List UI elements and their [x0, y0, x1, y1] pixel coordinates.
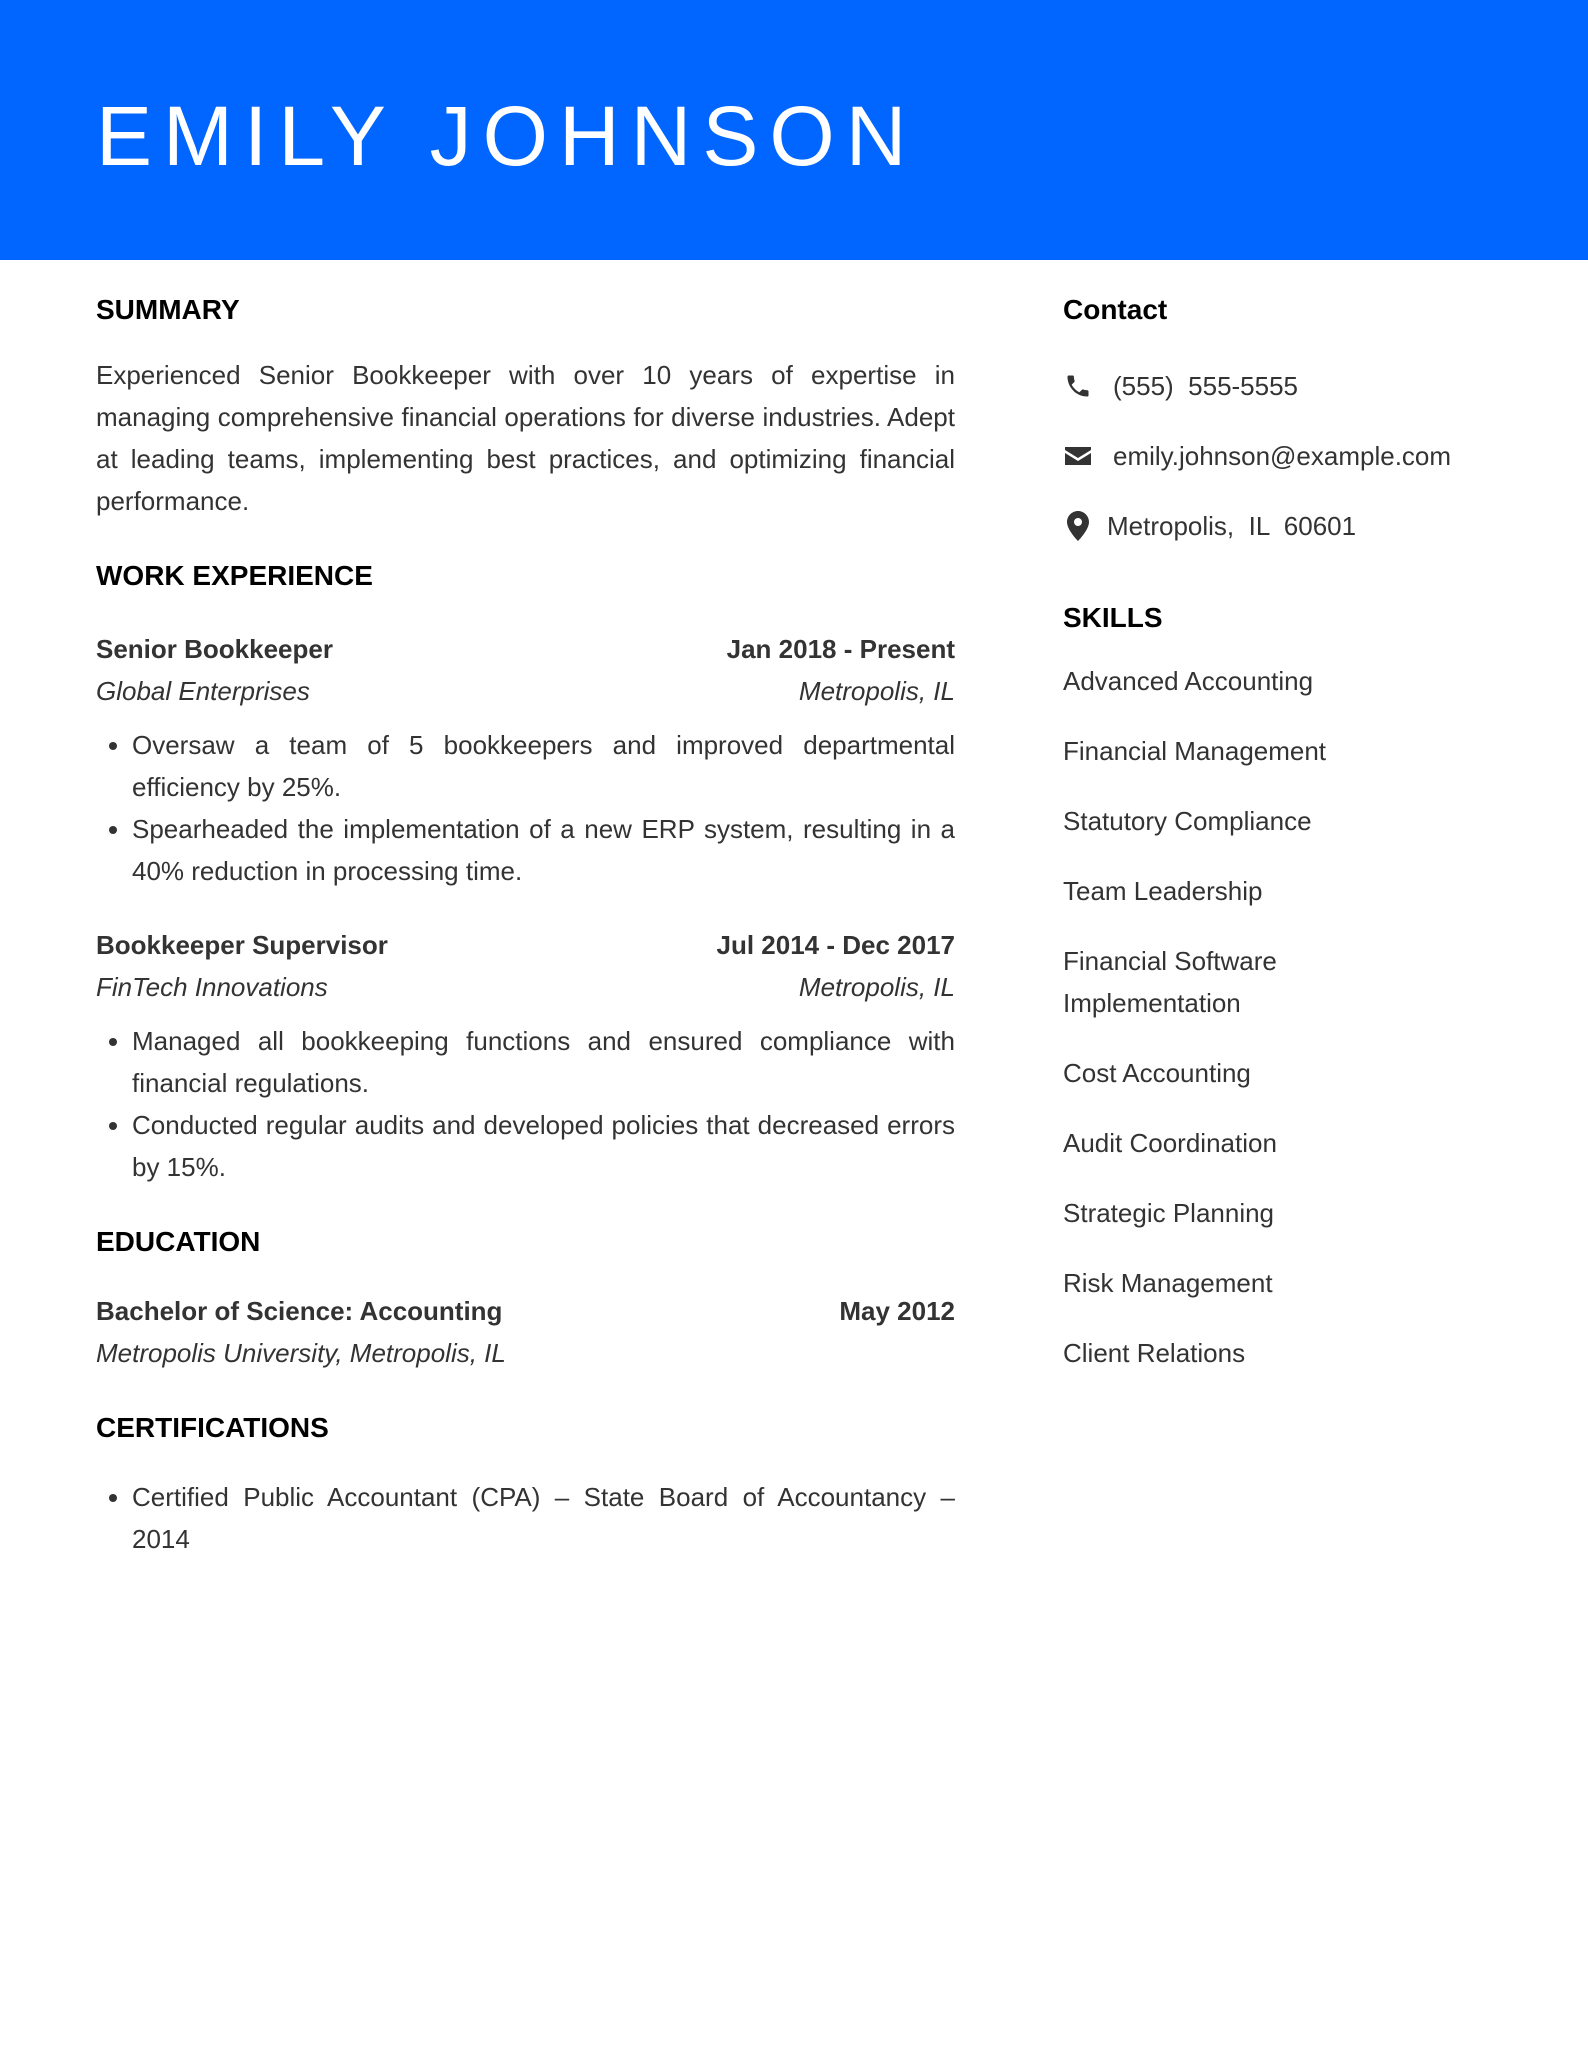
skill-item: Client Relations: [1063, 1338, 1246, 1368]
phone-number: (555) 555-5555: [1113, 370, 1299, 401]
skill-item: Statutory Compliance: [1063, 806, 1312, 836]
skill-item: Strategic Planning: [1063, 1198, 1275, 1228]
job-title: Senior Bookkeeper: [96, 634, 333, 664]
skill-item: Audit Coordination: [1063, 1128, 1277, 1158]
job-bullets: [96, 1020, 955, 1188]
contact-section: [1063, 290, 1503, 546]
contact-phone: [1063, 366, 1503, 406]
degree: Bachelor of Science: Accounting: [96, 1296, 503, 1326]
location-text: Metropolis, IL 60601: [1107, 510, 1357, 541]
skill-item: Cost Accounting: [1063, 1058, 1251, 1088]
graduation-date: May 2012: [839, 1296, 955, 1326]
job-company: Global Enterprises: [96, 676, 310, 706]
job-entry: [96, 924, 955, 1188]
contact-email: [1063, 436, 1503, 476]
job-title: Bookkeeper Supervisor: [96, 930, 388, 960]
candidate-name: EMILY JOHNSON: [96, 89, 918, 183]
education-heading: EDUCATION: [96, 1226, 261, 1257]
map-pin-icon: [1063, 511, 1093, 541]
contact-heading: Contact: [1063, 294, 1168, 325]
job-bullet: • Oversaw a team of 5 bookkeepers and improved departmental efficiency by 25%.: [132, 724, 955, 808]
job-location: Metropolis, IL: [798, 676, 955, 706]
job-location: Metropolis, IL: [798, 972, 955, 1002]
skill-item: Risk Management: [1063, 1268, 1273, 1298]
certification-list: [96, 1476, 955, 1560]
summary-section: [96, 290, 955, 522]
skills-section: [1063, 598, 1503, 1374]
summary-text: Experienced Senior Bookkeeper with over 10 years of expertise in managing comprehensive financial operations for diverse industries. Adept at leading teams, implementing best practices, and optimizing financial performance.: [96, 360, 955, 516]
email-address: emily.johnson@example.com: [1113, 440, 1452, 471]
certifications-heading: CERTIFICATIONS: [96, 1412, 329, 1443]
sidebar-column: [1063, 290, 1503, 1402]
skill-item: Financial Software Implementation: [1063, 946, 1277, 1018]
certification-item: • Certified Public Accountant (CPA) – State Board of Accountancy – 2014: [132, 1476, 955, 1560]
job-company: FinTech Innovations: [96, 972, 328, 1002]
job-bullet: • Conducted regular audits and developed policies that decreased errors by 15%.: [132, 1104, 955, 1188]
job-bullets: [96, 724, 955, 892]
job-bullet: • Spearheaded the implementation of a new ERP system, resulting in a 40% reduction in processing time.: [132, 808, 955, 892]
skill-item: Financial Management: [1063, 736, 1327, 766]
experience-heading: WORK EXPERIENCE: [96, 560, 373, 591]
skills-heading: SKILLS: [1063, 602, 1163, 633]
envelope-icon: [1063, 441, 1093, 471]
education-entry: [96, 1290, 955, 1374]
phone-icon: [1063, 371, 1093, 401]
school: Metropolis University, Metropolis, IL: [96, 1338, 506, 1368]
skill-item: Team Leadership: [1063, 876, 1263, 906]
job-dates: Jul 2014 - Dec 2017: [716, 930, 955, 960]
certifications-section: [96, 1408, 955, 1560]
job-dates: Jan 2018 - Present: [726, 634, 955, 664]
skills-list: [1063, 660, 1503, 1374]
contact-location: [1063, 506, 1503, 546]
education-section: [96, 1222, 955, 1374]
summary-heading: SUMMARY: [96, 294, 240, 325]
job-bullet: • Managed all bookkeeping functions and ensured compliance with financial regulations.: [132, 1020, 955, 1104]
experience-section: [96, 556, 955, 1188]
skill-item: Advanced Accounting: [1063, 666, 1314, 696]
job-entry: [96, 628, 955, 892]
main-column: [96, 290, 955, 1560]
header-banner: [0, 0, 1588, 260]
